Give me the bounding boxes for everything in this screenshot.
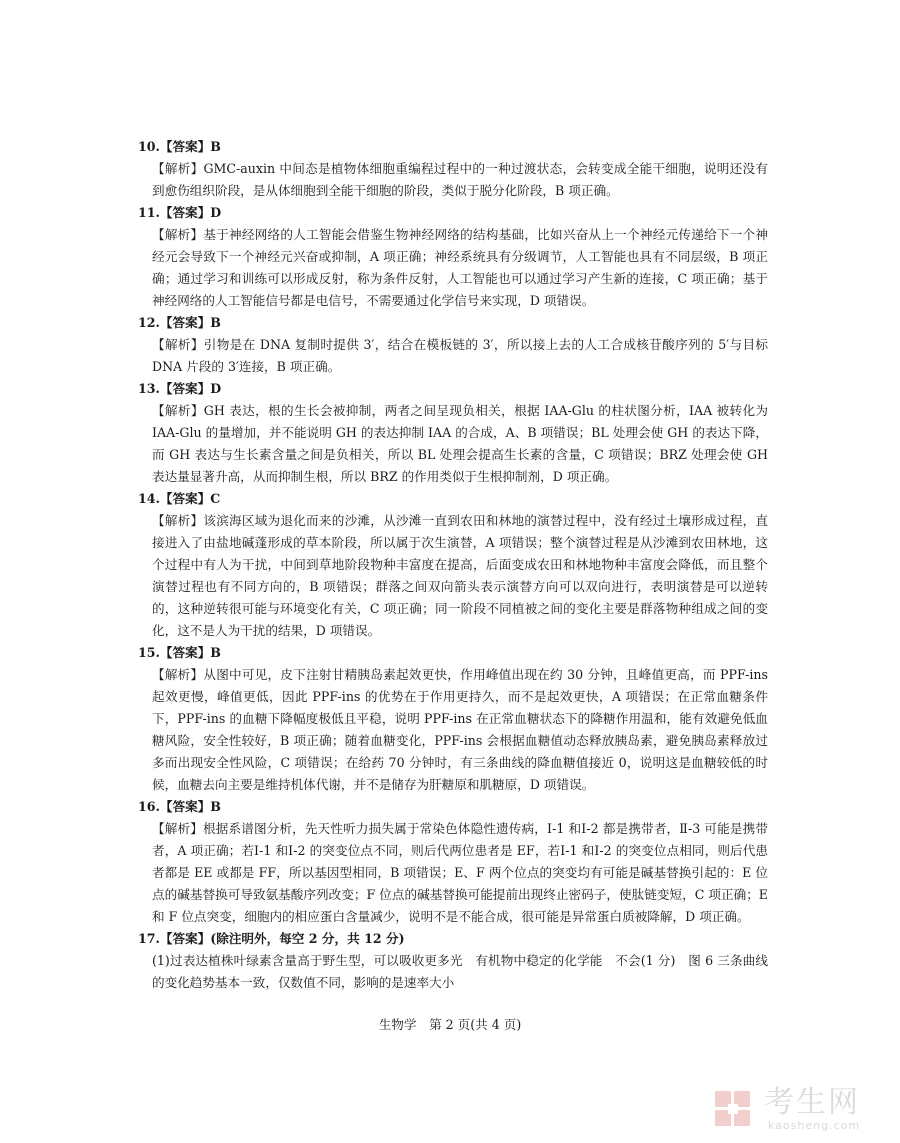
- answer-heading: 12.【答案】B: [138, 315, 221, 330]
- answer-explanation: 【解析】从图中可见，皮下注射甘精胰岛素起效更快，作用峰值出现在约 30 分钟，且峰值更高，而 PPF-ins 起效更慢，峰值更低，因此 PPF-ins 的优势在于作用更持久，而不是起效更快，A 项错误；在正常血糖条件下，PPF-ins 的血糖下降幅度极低且平稳，说明 PPF-ins 在正常血糖状态下的降糖作用温和，能有效避免低血糖风险，安全性较好，B 项正确；随着血糖变化，PPF-ins 会根据血糖值动态释放胰岛素，避免胰岛素释放过多而出现安全性风险，C 项错误；在给药 70 分钟时，有三条曲线的降血糖值接近 0，说明这是血糖较低的时候，血糖去向主要是维持机体代谢，并不是储存为肝糖原和肌糖原，D 项错误。: [152, 667, 768, 792]
- answer-heading: 17.【答案】(除注明外，每空 2 分，共 12 分): [138, 931, 405, 946]
- site-watermark: [712, 1086, 892, 1136]
- answer-item: [138, 642, 768, 796]
- kaosheng-logo-icon: [712, 1088, 758, 1134]
- answer-explanation: 【解析】GH 表达，根的生长会被抑制，两者之间呈现负相关，根据 IAA-Glu 的柱状图分析，IAA 被转化为 IAA-Glu 的量增加，并不能说明 GH 的表达抑制 IAA 的合成，A、B 项错误；BL 处理会使 GH 的表达下降，而 GH 表达与生长素含量之间是负相关，所以 BL 处理会提高生长素的含量，C 项错误；BRZ 处理会使 GH 表达量显著升高，从而抑制生根，所以 BRZ 的作用类似于生根抑制剂，D 项正确。: [152, 403, 768, 484]
- answer-heading: 14.【答案】C: [138, 491, 221, 506]
- answer-sheet: [138, 136, 768, 994]
- answer-item: [138, 488, 768, 642]
- answer-heading: 11.【答案】D: [138, 205, 222, 220]
- answer-explanation: 【解析】根据系谱图分析，先天性听力损失属于常染色体隐性遗传病，Ⅰ-1 和Ⅰ-2 都是携带者，Ⅱ-3 可能是携带者，A 项正确；若Ⅰ-1 和Ⅰ-2 的突变位点不同，则后代两位患者是 EF，若Ⅰ-1 和Ⅰ-2 的突变位点相同，则后代患者都是 EE 或都是 FF，所以基因型相同，B 项错误；E、F 两个位点的突变均有可能是碱基替换引起的：E 位点的碱基替换可导致氨基酸序列改变；F 位点的碱基替换可能提前出现终止密码子，使肽链变短，C 项正确；E 和 F 位点突变，细胞内的相应蛋白含量减少，说明不是不能合成，很可能是异常蛋白质被降解，D 项正确。: [152, 821, 768, 924]
- answer-item: [138, 928, 768, 994]
- page-footer: 生物学 第 2 页(共 4 页): [378, 1017, 522, 1032]
- answer-explanation: 【解析】基于神经网络的人工智能会借鉴生物神经网络的结构基础，比如兴奋从上一个神经元传递给下一个神经元会导致下一个神经元兴奋或抑制，A 项正确；神经系统具有分级调节，人工智能也具有不同层级，B 项正确；通过学习和训练可以形成反射，称为条件反射，人工智能也可以通过学习产生新的连接，C 项正确；基于神经网络的人工智能信号都是电信号，不需要通过化学信号来实现，D 项错误。: [152, 227, 768, 308]
- answer-explanation: 【解析】引物是在 DNA 复制时提供 3′，结合在模板链的 3′，所以接上去的人工合成核苷酸序列的 5′与目标 DNA 片段的 3′连接，B 项正确。: [152, 337, 768, 374]
- answer-explanation: 【解析】该滨海区域为退化而来的沙滩，从沙滩一直到农田和林地的演替过程中，没有经过土壤形成过程，直接进入了由盐地碱蓬形成的草本阶段，所以属于次生演替，A 项错误；整个演替过程是从沙滩到农田林地，这个过程中有人为干扰，中间到草地阶段物种丰富度在提高，后面变成农田和林地物种丰富度会降低，而且整个演替过程也有不同方向的，B 项错误；群落之间双向箭头表示演替方向可以双向进行，表明演替是可以逆转的，这种逆转很可能与环境变化有关，C 项正确；同一阶段不同植被之间的变化主要是群落物种组成之间的变化，这不是人为干扰的结果，D 项错误。: [152, 513, 768, 638]
- answer-heading: 15.【答案】B: [138, 645, 221, 660]
- answer-item: [138, 136, 768, 202]
- answer-explanation: (1)过表达植株叶绿素含量高于野生型，可以吸收更多光 有机物中稳定的化学能 不会(1 分) 图 6 三条曲线的变化趋势基本一致，仅数值不同，影响的是速率大小: [152, 953, 768, 990]
- answer-item: [138, 796, 768, 928]
- watermark-en: kaosheng.com: [768, 1119, 861, 1132]
- answer-item: [138, 202, 768, 312]
- answer-explanation: 【解析】GMC-auxin 中间态是植物体细胞重编程过程中的一种过渡状态，会转变成全能干细胞，说明还没有到愈伤组织阶段，是从体细胞到全能干细胞的阶段，类似于脱分化阶段，B 项正确。: [152, 161, 768, 198]
- answer-item: [138, 312, 768, 378]
- answer-heading: 10.【答案】B: [138, 139, 221, 154]
- answer-item: [138, 378, 768, 488]
- answer-heading: 16.【答案】B: [138, 799, 221, 814]
- watermark-cn: 考生网: [764, 1085, 860, 1120]
- answer-heading: 13.【答案】D: [138, 381, 222, 396]
